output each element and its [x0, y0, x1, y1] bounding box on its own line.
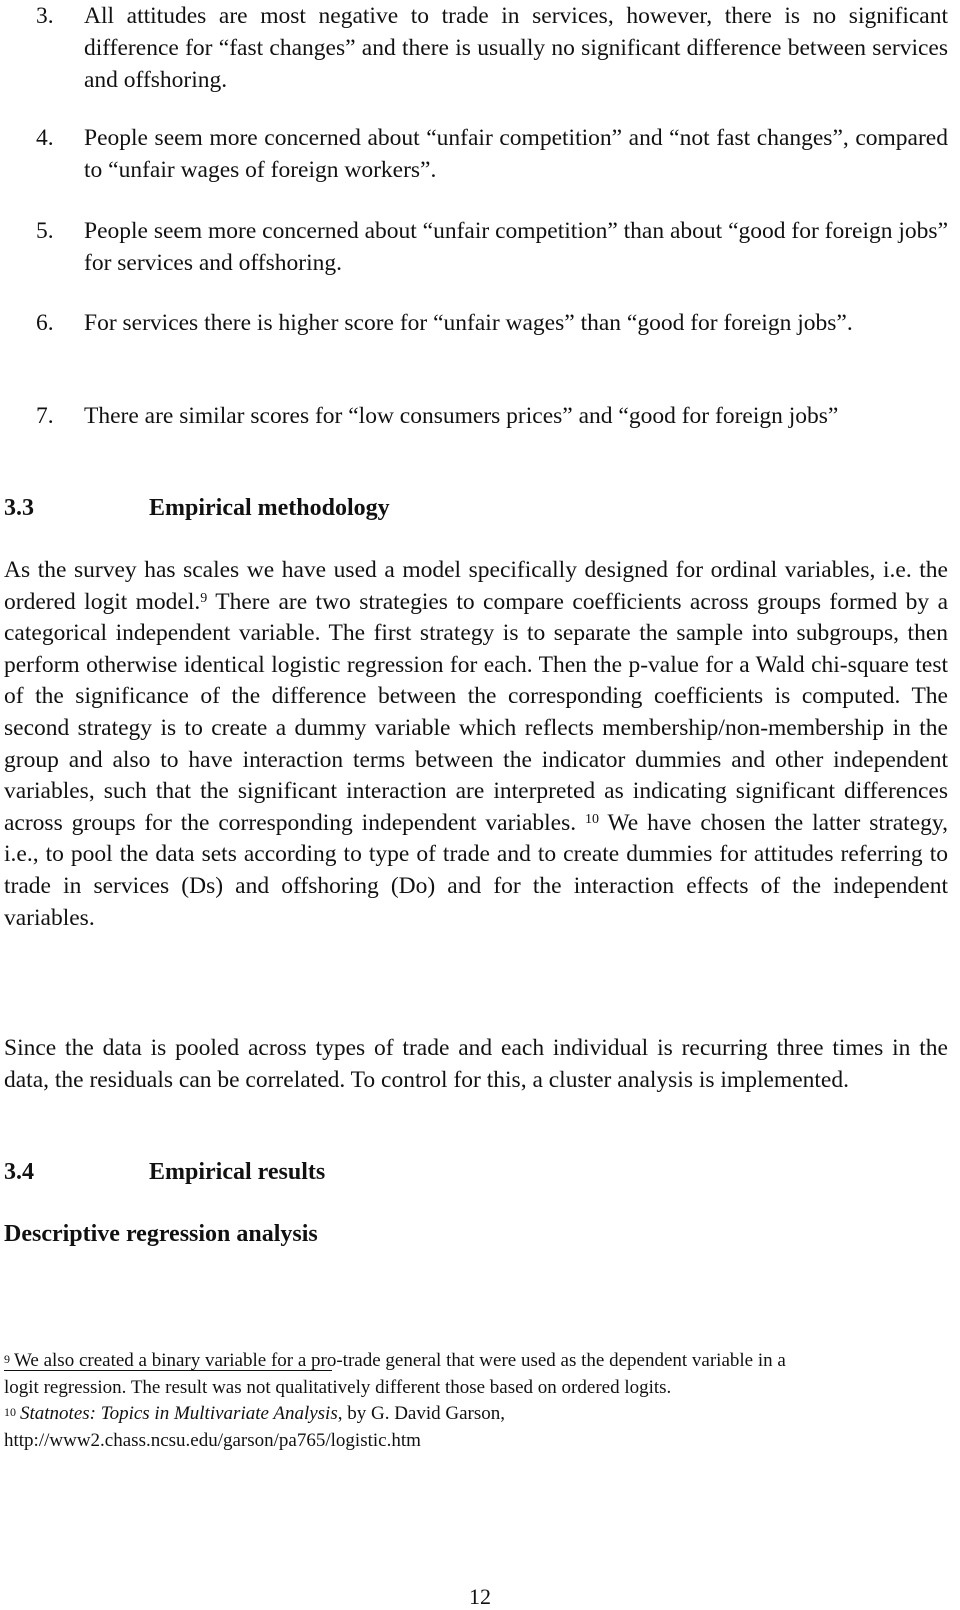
section-number: 3.4: [4, 1159, 34, 1185]
paragraph-text: As the survey has scales we have used a model specifically designed for ordinal variables, i.e. the ordered logit model.: [4, 557, 948, 615]
footnote-mark: 9: [4, 1352, 10, 1366]
footnote-9: [4, 1348, 948, 1401]
methodology-paragraph: [4, 555, 948, 934]
section-heading-3-4: [4, 1156, 325, 1188]
paragraph-text: We have chosen the latter strategy, i.e., to pool the data sets according to type of trade and to create dummies for attitudes referring to trade in services (Ds) and offshoring (Do) and for the interaction effects of the independent variables.: [4, 809, 948, 931]
footnote-url[interactable]: http://www2.chass.ncsu.edu/garson/pa765/logistic.htm: [4, 1429, 421, 1451]
list-text: There are similar scores for “low consumers prices” and “good for foreign jobs”: [84, 403, 839, 429]
section-heading-3-3: [4, 492, 390, 524]
footnote-mark: 10: [4, 1405, 16, 1419]
paragraph-text: There are two strategies to compare coefficients across groups formed by a categorical independent variable. The first strategy is to separate the sample into subgroups, then perform otherwise identical logistic regression for each. Then the p-value for a Wald chi-square test of the significance of the difference between the corresponding coefficients is computed. The second strategy is to create a dummy variable which reflects membership/non-membership in the group and also to have interaction terms between the indicator dummies and other independent variables, such that the significant interaction are interpreted as indicating significant differences across groups for the corresponding independent variables.: [4, 588, 948, 836]
footnote-text: , by G. David Garson,: [337, 1403, 506, 1424]
subheading: Descriptive regression analysis: [4, 1221, 318, 1247]
page-number: 12: [469, 1584, 491, 1609]
list-number: 4.: [36, 125, 54, 151]
list-text: People seem more concerned about “unfair competition” and “not fast changes”, compared to “unfair wages of foreign workers”.: [84, 125, 948, 183]
section-number: 3.3: [4, 495, 34, 521]
footnote-source-title: Statnotes: Topics in Multivariate Analysis: [20, 1403, 338, 1424]
list-number: 7.: [36, 403, 54, 429]
list-text: For services there is higher score for “unfair wages” than “good for foreign jobs”.: [84, 310, 853, 336]
list-text: All attitudes are most negative to trade in services, however, there is no significant difference for “fast changes” and there is usually no significant difference between services and offshoring.: [84, 3, 948, 93]
list-text: People seem more concerned about “unfair competition” than about “good for foreign jobs” for services and offshoring.: [84, 218, 948, 276]
list-number: 3.: [36, 3, 54, 29]
footnote-10: [4, 1401, 948, 1454]
cluster-paragraph: Since the data is pooled across types of trade and each individual is recurring three times in the data, the residuals can be correlated. To control for this, a cluster analysis is implemented.: [4, 1035, 948, 1093]
footnote-ref-9[interactable]: 9: [200, 590, 208, 606]
footnote-text: We also created a binary variable for a pro-trade general that were used as the dependent variable in a: [14, 1350, 786, 1371]
section-title: Empirical methodology: [149, 495, 390, 521]
list-number: 6.: [36, 310, 54, 336]
footnote-text: logit regression. The result was not qualitatively different those based on ordered logits.: [4, 1376, 672, 1398]
footnote-ref-10[interactable]: 10: [585, 811, 600, 827]
section-title: Empirical results: [149, 1159, 326, 1185]
list-number: 5.: [36, 218, 54, 244]
